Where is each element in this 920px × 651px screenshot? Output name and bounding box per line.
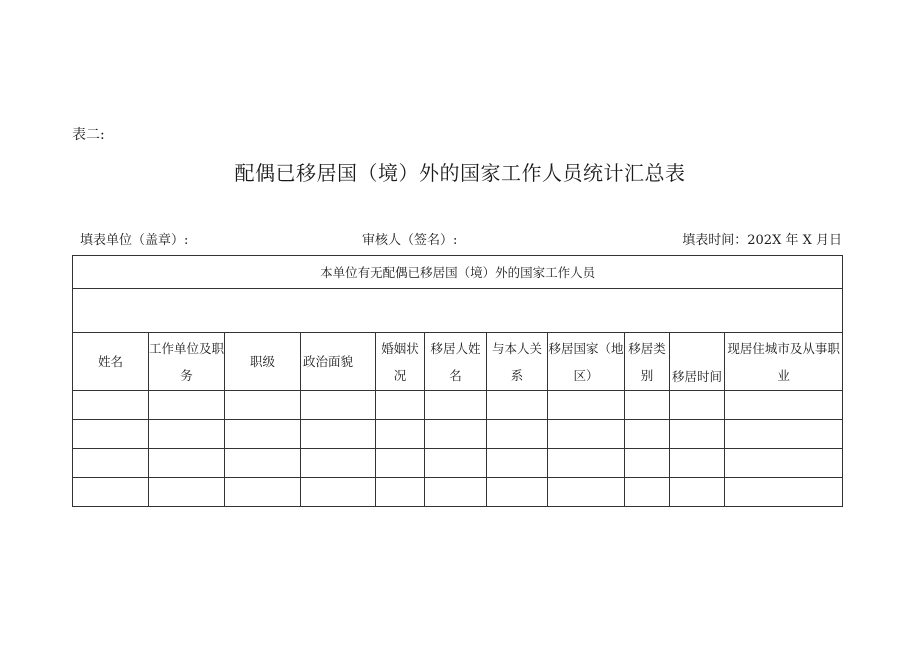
table-cell[interactable] xyxy=(376,478,425,507)
table-cell[interactable] xyxy=(73,420,149,449)
table-cell[interactable] xyxy=(73,478,149,507)
column-header-emigration-time: 移居时间 xyxy=(670,333,725,391)
summary-table xyxy=(72,255,843,507)
table-number-label: 表二: xyxy=(72,127,105,143)
table-cell[interactable] xyxy=(725,391,843,420)
fill-date-label: 填表时间：202X 年 X 月日 xyxy=(682,233,842,248)
table-cell[interactable] xyxy=(670,420,725,449)
table-cell[interactable] xyxy=(625,449,670,478)
table-cell[interactable] xyxy=(670,478,725,507)
table-cell[interactable] xyxy=(487,391,548,420)
table-cell[interactable] xyxy=(425,391,487,420)
table-cell[interactable] xyxy=(625,420,670,449)
table-row xyxy=(73,478,843,507)
table-cell[interactable] xyxy=(225,420,301,449)
table-cell[interactable] xyxy=(149,449,225,478)
table-row xyxy=(73,449,843,478)
table-cell[interactable] xyxy=(149,478,225,507)
banner-answer-cell[interactable] xyxy=(73,289,843,333)
table-cell[interactable] xyxy=(487,449,548,478)
column-header-name: 姓名 xyxy=(73,333,149,391)
table-cell[interactable] xyxy=(225,449,301,478)
table-cell[interactable] xyxy=(670,391,725,420)
table-cell[interactable] xyxy=(548,420,625,449)
table-cell[interactable] xyxy=(376,391,425,420)
column-header-relationship: 与本人关系 xyxy=(487,333,548,391)
column-header-destination: 移居国家（地区） xyxy=(548,333,625,391)
table-cell[interactable] xyxy=(487,420,548,449)
column-header-rank: 职级 xyxy=(225,333,301,391)
column-header-emigrant-name: 移居人姓名 xyxy=(425,333,487,391)
table-cell[interactable] xyxy=(73,449,149,478)
table-cell[interactable] xyxy=(625,391,670,420)
table-row xyxy=(73,420,843,449)
table-cell[interactable] xyxy=(548,449,625,478)
table-cell[interactable] xyxy=(301,391,376,420)
table-cell[interactable] xyxy=(548,391,625,420)
table-cell[interactable] xyxy=(425,420,487,449)
fill-unit-label: 填表单位（盖章）: xyxy=(80,233,189,248)
document-title: 配偶已移居国（境）外的国家工作人员统计汇总表 xyxy=(234,161,686,185)
table-cell[interactable] xyxy=(725,420,843,449)
column-header-political-status: 政治面貌 xyxy=(301,333,376,391)
table-cell[interactable] xyxy=(149,420,225,449)
table-cell[interactable] xyxy=(301,478,376,507)
table-cell[interactable] xyxy=(487,478,548,507)
table-cell[interactable] xyxy=(149,391,225,420)
table-cell[interactable] xyxy=(425,449,487,478)
table-cell[interactable] xyxy=(225,478,301,507)
table-header-row xyxy=(73,333,843,391)
table-cell[interactable] xyxy=(725,478,843,507)
column-header-workplace: 工作单位及职务 xyxy=(149,333,225,391)
column-header-city-occupation: 现居住城市及从事职业 xyxy=(725,333,843,391)
table-cell[interactable] xyxy=(301,420,376,449)
column-header-emigration-type: 移居类别 xyxy=(625,333,670,391)
table-cell[interactable] xyxy=(670,449,725,478)
table-cell[interactable] xyxy=(425,478,487,507)
table-cell[interactable] xyxy=(376,420,425,449)
table-cell[interactable] xyxy=(725,449,843,478)
table-cell[interactable] xyxy=(548,478,625,507)
table-row xyxy=(73,391,843,420)
table-cell[interactable] xyxy=(225,391,301,420)
table-cell[interactable] xyxy=(301,449,376,478)
table-cell[interactable] xyxy=(625,478,670,507)
column-header-marital-status: 婚姻状况 xyxy=(376,333,425,391)
reviewer-label: 审核人（签名）: xyxy=(362,233,458,248)
table-cell[interactable] xyxy=(376,449,425,478)
table-banner: 本单位有无配偶已移居国（境）外的国家工作人员 xyxy=(73,256,843,289)
table-cell[interactable] xyxy=(73,391,149,420)
